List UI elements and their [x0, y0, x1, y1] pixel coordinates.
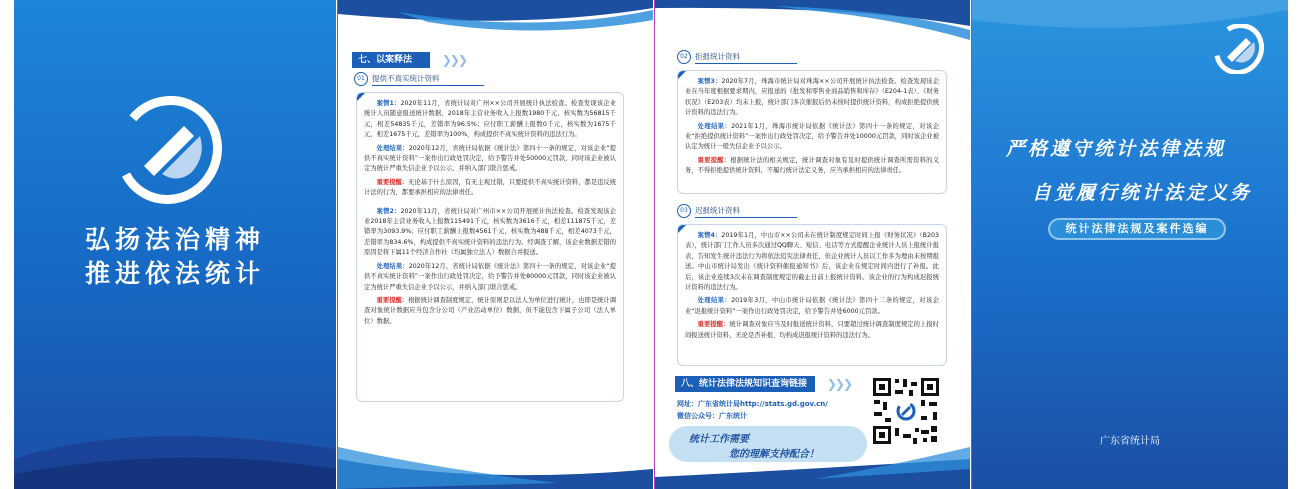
decorative-wave-icon [14, 399, 336, 489]
case-group-3-header [677, 204, 797, 218]
result-2-label: 处理结果： [376, 262, 409, 270]
result-1-paragraph [364, 144, 616, 175]
case-group-1-header [354, 72, 484, 86]
section-7-title-text: 七、以案释法 [358, 55, 413, 65]
tip-3-paragraph [685, 156, 939, 177]
card-corner-icon [356, 92, 366, 102]
statistics-logo-icon [1212, 24, 1266, 74]
slogan-line-2: 推进依法统计 [84, 259, 265, 288]
slogan-line-1: 弘扬法治精神 [84, 225, 265, 254]
case-1-label: 案情1： [376, 100, 401, 107]
tip-2-text: 根据统计调查制度规定，统计原则是以法人为单位进行统计，也即是统计调查对象统计数据应当包含分公司（产业活动单位）数据，但不能包含下属子公司（法人单位）数据。 [364, 296, 617, 325]
tip-4-paragraph [685, 320, 939, 341]
case-1-text: 2020年11月，省统计局对广州××公司开展统计执法检查。检查发现该企业统计人员随意报送统计数据，2018年主营业务收入上报数1980千元，核实数为56815千元，相差54835千元，差错率为96.5%；应付职工薪酬上报数0千元，核实数为1675千元，相差1675千元，差错率为100%，构成提供不真实统计资料的违法行为。 [364, 100, 616, 139]
case-3-label: 案情3： [697, 78, 722, 85]
result-3-paragraph [685, 122, 939, 153]
case-group-2-title: 拒报统计资料 [695, 52, 740, 61]
case-4-text: 2019年1月，中山市××公司未在统计制度规定时间上报《财务状况》（B203表），统计部门工作人员多次通过QQ聊天、短信、电话等方式提醒企业统计人员上报统计报表，告知发生统计违法行为将依法追究法律责任，但企业统计人员以工作多为理由未按期报送。中山市统计局发出《统计资料催报通知书》后，该企业在规定时间内进行了补报。此后，该企业连续3次未在调查制度规定的截止日前上报统计资料。该企业的行为构成迟报统计资料的违法行为。 [685, 232, 939, 292]
tip-1-text: 无论基于什么原因，有无主观过错，只要提供不真实统计资料，都是违反统计法的行为，都要承担相应的法律责任。 [364, 178, 617, 197]
cover-subtitle-pill [1048, 218, 1226, 240]
divider [372, 85, 484, 86]
case-3-text: 2020年7月，珠海市统计局对珠海××公司开展统计执法检查。检查发现该企业在当年度根据要求期内，应报送的《批发和零售业商品销售和库存》（E204-1表）、《财务状况》（E203表）均未上报，统计部门多次催报后仍未按时提供统计资料，构成拒绝提供统计资料的违法行为。 [685, 78, 939, 117]
bubble-line-2: 您的理解支持配合！ [729, 449, 819, 460]
case-card-2 [677, 70, 947, 194]
wechat-account: 微信公众号：广东统计 [677, 412, 747, 420]
inner-panel-1 [338, 0, 653, 489]
result-4-paragraph [685, 296, 939, 317]
bottom-wave-icon [338, 439, 653, 489]
case-card-3 [677, 224, 947, 366]
card-corner-icon [677, 224, 687, 234]
tip-4-label: 重要提醒： [697, 321, 730, 329]
case-4-paragraph [685, 231, 939, 293]
tip-4-text: 统计调查对象应当及时报送统计资料，只要超过统计调查制度规定的上报时间报送统计资料，无论是否补报，均构成迟报统计资料的违法行为。 [685, 321, 940, 339]
result-2-text: 2020年12月，省统计局依据《统计法》第四十一条的规定，对该企业“提供不真实统计资料”一案作出行政处罚决定，给予警告并处80000元罚款，同时该企业被认定为统计严重失信企业予以公示，并纳入部门联合惩戒。 [364, 262, 616, 291]
tip-2-paragraph [364, 296, 616, 327]
result-4-text: 2019年3月，中山市统计局依据《统计法》第四十二条的规定，对该企业“迟报统计资料”一案作出行政处罚决定，给予警告并处6000元罚款。 [685, 297, 939, 315]
case-4-label: 案情4： [697, 232, 722, 239]
arrow-chevrons-icon: ❯❯❯ [826, 377, 851, 391]
result-3-text: 2021年1月，珠海市统计局依据《统计法》第四十一条的规定，对该企业“拒绝提供统计资料”一案作出行政处罚决定，给予警告并处10000元罚款，同时该企业被认定为统计一般失信企业予以公示。 [685, 122, 939, 151]
case-group-1-number: 01 [354, 72, 368, 86]
result-1-label: 处理结果： [376, 144, 409, 152]
tip-3-label: 重要提醒： [697, 156, 731, 164]
top-wave-icon [338, 0, 653, 44]
back-cover-panel [14, 0, 336, 489]
section-7-title [352, 52, 466, 68]
organization-name: 广东省统计局 [1100, 436, 1160, 447]
bottom-wave-icon [655, 439, 970, 489]
statistics-logo-icon [114, 96, 224, 204]
arrow-chevrons-icon: ❯❯❯ [441, 53, 466, 67]
cover-title-line-1: 严格遵守统计法律法规 [1006, 138, 1227, 160]
tip-2-label: 重要提醒： [376, 296, 409, 304]
qr-code-icon[interactable] [871, 376, 941, 446]
card-corner-icon [677, 70, 687, 80]
tip-3-text: 根据统计法的相关规定，统计调查对象有及时提供统计调查所需资料的义务，不得拒绝提供统计资料，不履行统计法定义务，应当承担相应的法律责任。 [685, 156, 940, 175]
case-3-paragraph [685, 77, 939, 119]
website-link[interactable]: 网址：广东省统计局http://stats.gd.gov.cn/ [677, 400, 828, 408]
query-links [677, 398, 828, 422]
divider [695, 63, 797, 64]
result-2-paragraph [364, 262, 616, 293]
divider [695, 217, 797, 218]
front-cover-panel [972, 0, 1288, 489]
case-group-3-title: 迟报统计资料 [695, 206, 740, 215]
top-wave-icon [655, 0, 970, 44]
result-1-text: 2020年12月，省统计局依据《统计法》第四十一条的规定，对该企业“提供不真实统计资料”一案作出行政处罚决定，给予警告并处50000元罚款，同时该企业被认定为统计严重失信企业予以公示，并纳入部门联合惩戒。 [364, 144, 616, 173]
case-2-label: 案情2： [376, 207, 401, 215]
case-group-3-number: 03 [677, 204, 691, 218]
case-group-1-title: 提供不真实统计资料 [372, 74, 440, 83]
case-card-1 [356, 92, 624, 402]
case-group-2-header [677, 50, 797, 64]
bubble-line-1: 统计工作需要 [689, 434, 749, 445]
case-group-2-number: 02 [677, 50, 691, 64]
section-8-title-text: 八、统计法律法规知识查询链接 [681, 379, 808, 389]
result-4-label: 处理结果： [697, 297, 732, 305]
tip-1-label: 重要提醒： [376, 178, 409, 186]
case-2-paragraph [364, 207, 616, 259]
cover-subtitle: 统计法律法规及案件选编 [1050, 220, 1224, 238]
inner-panel-2 [655, 0, 970, 489]
result-3-label: 处理结果： [697, 122, 732, 130]
section-8-title [675, 376, 851, 392]
case-2-text: 2020年11月，省统计局对广州市××公司开展统计执法检查。检查发现该企业2018年主营业务收入上报数115491千元，核实数为3616千元，相差111875千元，差错率为3093.9%；应付职工薪酬上报数4561千元，核实数为488千元，相差4073千元，差错率为834.6%，构成提供不真实统计资料的违法行为。经调查了解，该企业数据差错的原因是将下属11个经济合作社（均属独立法人）数据合并报送。 [364, 207, 616, 257]
case-1-paragraph [364, 99, 616, 141]
tip-1-paragraph [364, 178, 616, 199]
cover-title-line-2: 自觉履行统计法定义务 [1032, 182, 1253, 204]
